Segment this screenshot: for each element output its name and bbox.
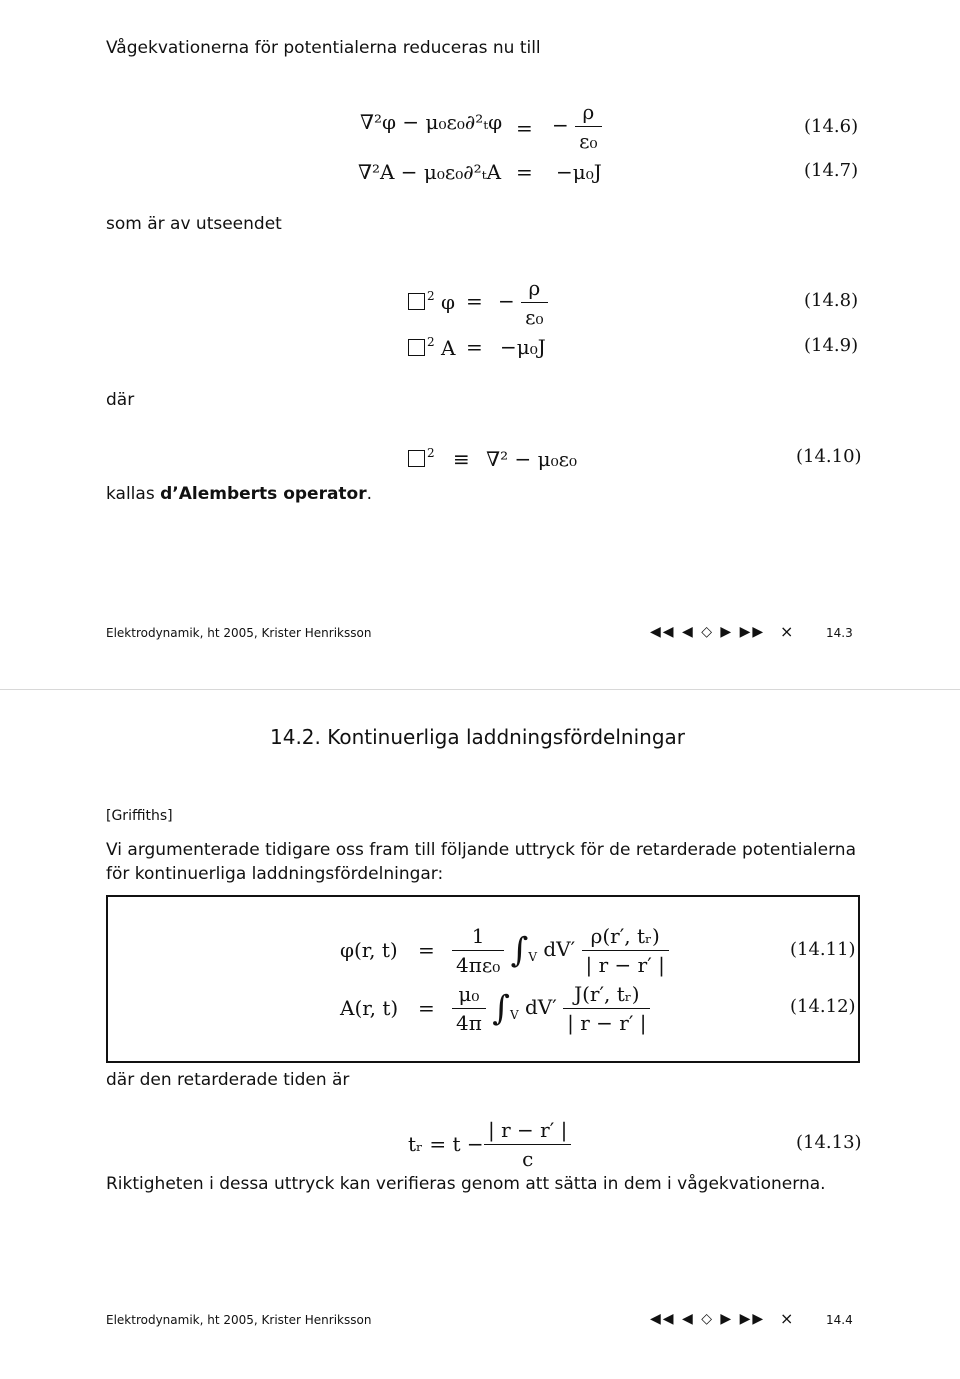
- eq-14-6-number: (14.6): [804, 116, 859, 137]
- eq-14-6-num: ρ: [575, 100, 601, 127]
- eq-14-8-var: φ: [441, 290, 456, 314]
- eq-14-12-dv: dV′: [524, 995, 557, 1019]
- mid-text: som är av utseendet: [106, 214, 282, 234]
- eq-14-11-rhs: [452, 924, 669, 977]
- eq-14-11-rel: =: [418, 938, 435, 962]
- close-icon[interactable]: ×: [780, 622, 794, 641]
- footer-text: Elektrodynamik, ht 2005, Krister Henriksson: [106, 626, 372, 640]
- eq-14-12-coef-num: μ₀: [452, 982, 486, 1009]
- eq-14-7-rhs: −μ₀J: [556, 160, 602, 184]
- dar-den-text: där den retarderade tiden är: [106, 1070, 350, 1090]
- dalembert-term: d’Alemberts operator: [160, 484, 367, 504]
- eq-14-10: $^2$ ≡ ∇² − μ₀ε₀: [408, 446, 577, 471]
- eq-14-13-rhs: [484, 1118, 571, 1171]
- eq-14-8-sign: −: [498, 289, 515, 313]
- eq-14-10-number: (14.10): [796, 446, 862, 467]
- eq-14-11-dv: dV′: [543, 937, 576, 961]
- eq-14-9-var: A: [441, 336, 456, 360]
- eq-14-8-den: ε₀: [525, 305, 544, 329]
- eq-14-13-lhs: tᵣ = t −: [408, 1132, 484, 1156]
- eq-14-6-rel: =: [516, 116, 533, 140]
- eq-14-11-lhs: φ(r, t): [340, 938, 398, 962]
- eq-14-10-rel: ≡: [453, 447, 470, 471]
- page-number-2: 14.4: [826, 1313, 853, 1327]
- eq-14-9-rel: =: [466, 335, 483, 359]
- eq-14-11-number: (14.11): [790, 939, 856, 960]
- paragraph: Vi argumenterade tidigare oss fram till följande uttryck för de retarderade potentialerna för kontinuerliga laddningsfördelningar:: [106, 840, 856, 884]
- eq-14-6: [360, 110, 502, 134]
- eq-14-12-int-sub: V: [509, 1008, 519, 1022]
- eq-14-7-rel: =: [516, 160, 533, 184]
- eq-14-11-coef-den: 4πε₀: [456, 953, 501, 977]
- eq-14-12-rel: =: [418, 996, 435, 1020]
- eq-14-11-int-sub: V: [528, 950, 537, 964]
- eq-14-10-rhs: ∇² − μ₀ε₀: [486, 447, 577, 471]
- footer-text-2: Elektrodynamik, ht 2005, Krister Henriksson: [106, 1313, 372, 1327]
- eq-14-11-frac-num: ρ(r′, tᵣ): [582, 924, 669, 951]
- eq-14-8-rhs: [498, 276, 548, 329]
- eq-14-8-num: ρ: [521, 276, 547, 303]
- eq-14-8-rel: =: [466, 289, 483, 313]
- nav-arrows[interactable]: ◀◀ ◀ ◇ ▶ ▶▶: [650, 624, 766, 640]
- reference: [Griffiths]: [106, 808, 173, 824]
- equation-box: [106, 895, 860, 1063]
- eq-14-6-den: ε₀: [579, 129, 598, 153]
- eq-14-7-number: (14.7): [804, 160, 859, 181]
- eq-14-6-rhs: [552, 100, 602, 153]
- dalembert-box-icon: [408, 339, 425, 356]
- eq-14-12-frac-num: J(r′, tᵣ): [563, 982, 650, 1009]
- integral-sign: ∫: [492, 988, 510, 1029]
- eq-14-13-frac-den: c: [522, 1147, 534, 1171]
- integral-sign: ∫: [510, 930, 529, 971]
- close-icon-2[interactable]: ×: [780, 1309, 794, 1328]
- section-title: 14.2. Kontinuerliga laddningsfördelningar: [270, 725, 685, 749]
- eq-14-9-number: (14.9): [804, 335, 859, 356]
- eq-14-9-lhs: $^2$ A: [408, 335, 455, 360]
- kallas-text: kallas d’Alemberts operator.: [106, 484, 373, 504]
- eq-14-7-lhs: ∇²A − μ₀ε₀∂²ₜA: [358, 160, 502, 184]
- eq-14-13-frac-num: | r − r′ |: [484, 1118, 571, 1145]
- eq-14-9-rhs: −μ₀J: [500, 335, 546, 359]
- eq-14-12-number: (14.12): [790, 996, 856, 1017]
- dalembert-box-icon: [408, 293, 425, 310]
- page-number: 14.3: [826, 626, 853, 640]
- eq-14-6-sign: −: [552, 113, 569, 137]
- eq-14-11-coef-num: 1: [452, 924, 504, 951]
- eq-14-8-lhs: $^2$ φ: [408, 289, 455, 314]
- intro-text: Vågekvationerna för potentialerna reduceras nu till: [106, 38, 541, 58]
- eq-14-11-frac-den: | r − r′ |: [585, 953, 665, 977]
- eq-14-13-number: (14.13): [796, 1132, 862, 1153]
- eq-14-12-frac-den: | r − r′ |: [567, 1011, 647, 1035]
- eq-14-12-rhs: [452, 982, 650, 1035]
- page-separator: [0, 689, 960, 690]
- nav-arrows-2[interactable]: ◀◀ ◀ ◇ ▶ ▶▶: [650, 1311, 766, 1327]
- eq-14-6-lhs: ∇²φ − μ₀ε₀∂²ₜφ: [360, 110, 503, 134]
- dar-text: där: [106, 390, 135, 410]
- eq-14-8-number: (14.8): [804, 290, 859, 311]
- eq-14-12-lhs: A(r, t): [340, 996, 399, 1020]
- eq-14-12-coef-den: 4π: [456, 1011, 482, 1035]
- closing-text: Riktigheten i dessa uttryck kan verifieras genom att sätta in dem i vågekvationerna.: [106, 1174, 826, 1194]
- dalembert-box-icon: [408, 450, 425, 467]
